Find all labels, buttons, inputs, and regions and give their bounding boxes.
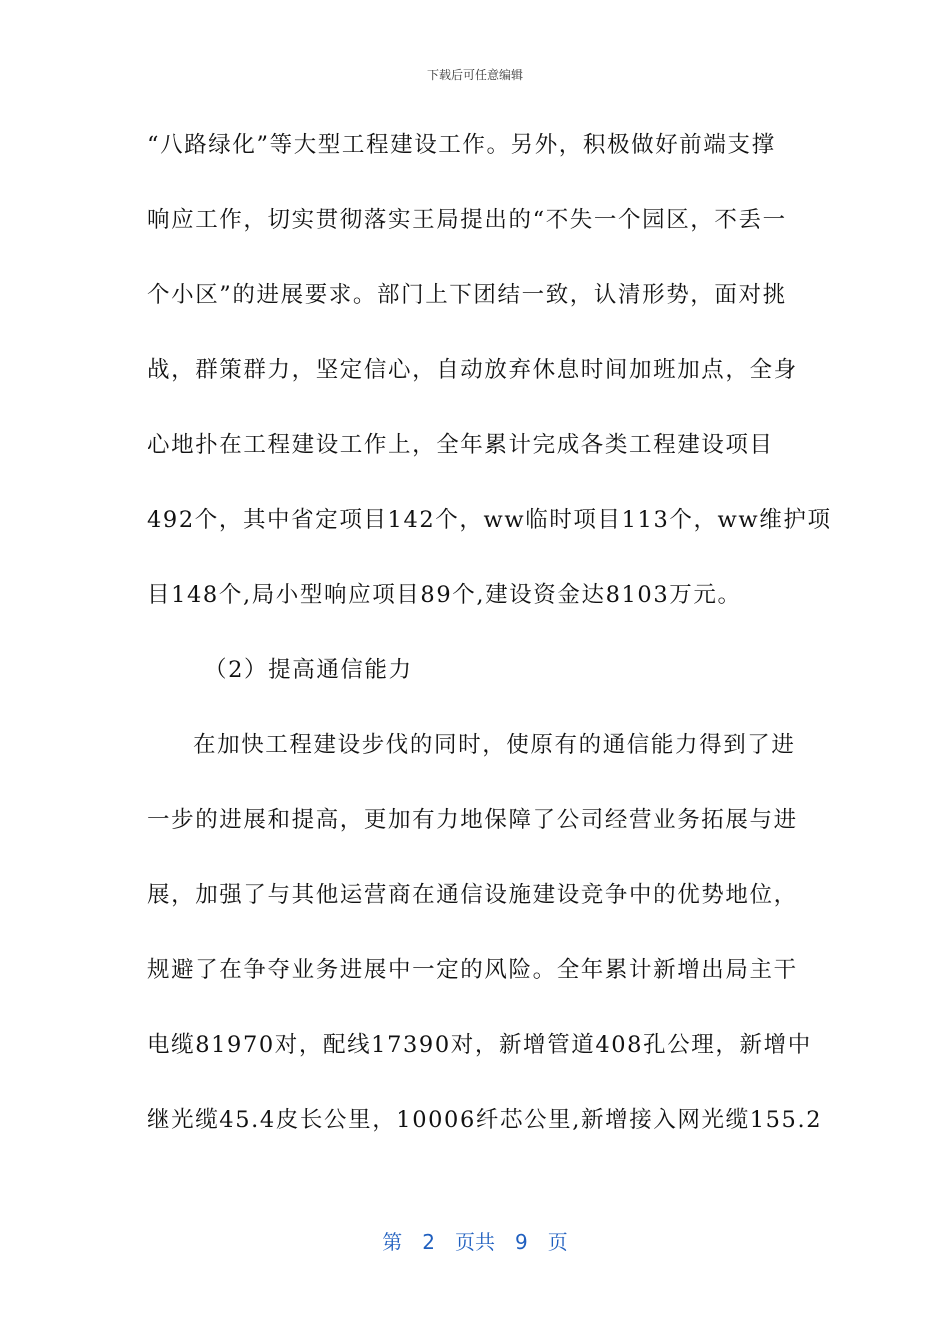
page-middle: 页共 (455, 1230, 495, 1254)
paragraph-line: 目148个,局小型响应项目89个,建设资金达8103万元。 (147, 582, 742, 608)
paragraph-line: 一步的进展和提高，更加有力地保障了公司经营业务拓展与进 (147, 807, 798, 833)
page-prefix: 第 (382, 1230, 403, 1254)
paragraph-line: “八路绿化”等大型工程建设工作。另外，积极做好前端支撑 (147, 132, 776, 158)
paragraph-line: 战，群策群力，坚定信心，自动放弃休息时间加班加点，全身 (147, 357, 798, 383)
section-heading: （2）提高通信能力 (204, 657, 413, 683)
page-current: 2 (422, 1230, 435, 1254)
page-footer (0, 1226, 950, 1255)
paragraph-line: 心地扑在工程建设工作上，全年累计完成各类工程建设项目 (147, 432, 774, 458)
paragraph-line: 电缆81970对，配线17390对，新增管道408孔公理，新增中 (147, 1032, 812, 1058)
document-body (147, 122, 832, 1172)
paragraph-line: 展，加强了与其他运营商在通信设施建设竞争中的优势地位， (147, 882, 798, 908)
paragraph-line: 在加快工程建设步伐的同时，使原有的通信能力得到了进 (193, 732, 796, 758)
paragraph-line: 规避了在争夺业务进展中一定的风险。全年累计新增出局主干 (147, 957, 798, 983)
page-suffix: 页 (547, 1230, 568, 1254)
paragraph-line: 492个，其中省定项目142个，ww临时项目113个，ww维护项 (147, 507, 832, 533)
paragraph-line: 个小区”的进展要求。部门上下团结一致，认清形势，面对挑 (147, 282, 787, 308)
page-total: 9 (515, 1230, 528, 1254)
paragraph-line: 响应工作，切实贯彻落实王局提出的“不失一个园区，不丢一 (147, 207, 787, 233)
page-header: 下载后可任意编辑 (426, 68, 523, 82)
paragraph-line: 继光缆45.4皮长公里，10006纤芯公里,新增接入网光缆155.2 (147, 1107, 823, 1133)
